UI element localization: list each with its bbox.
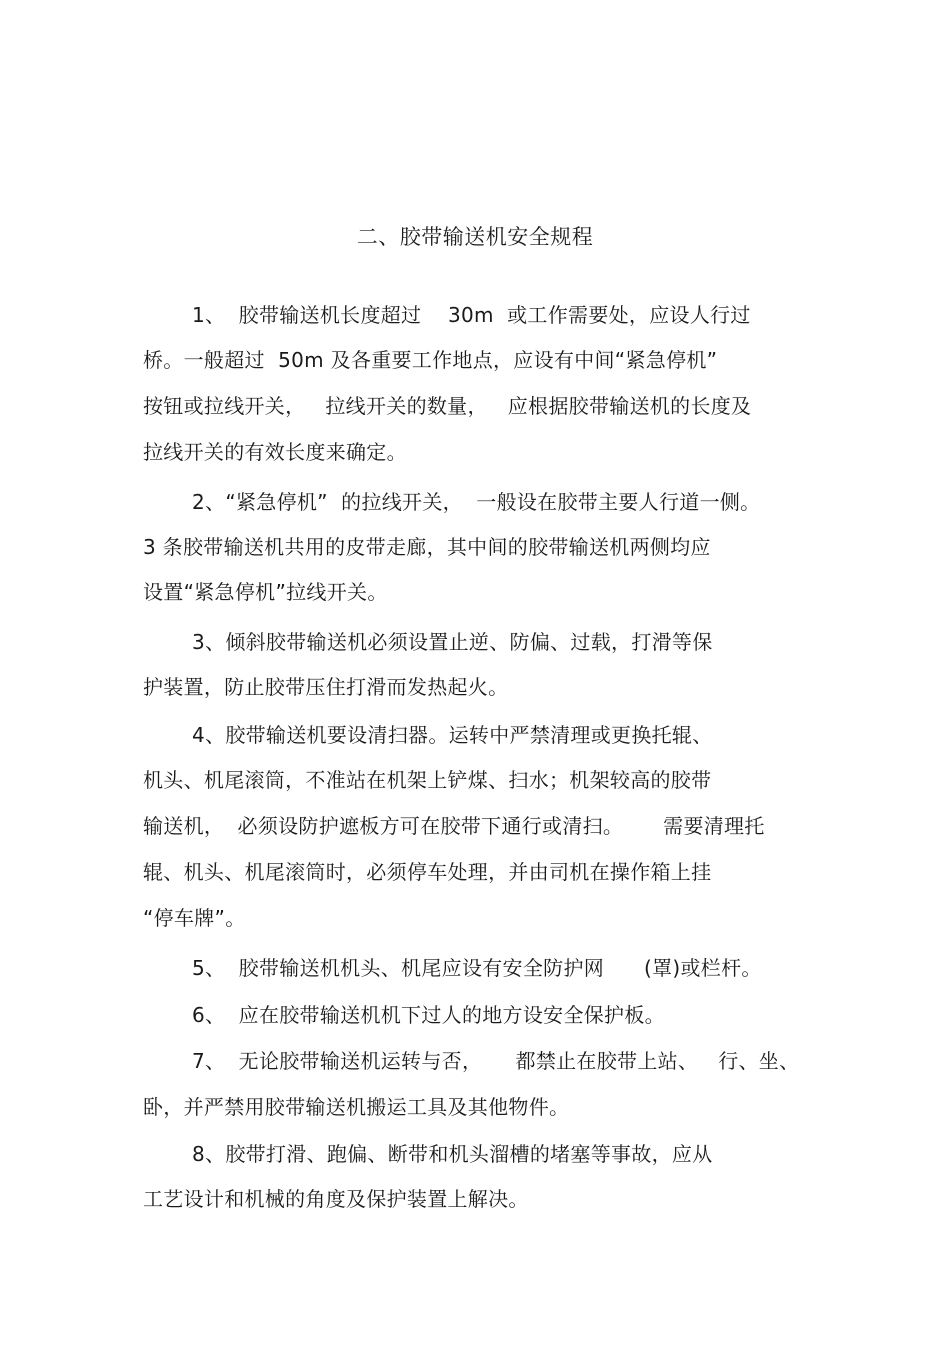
paragraph-4-line-2: 机头、机尾滚筒，不准站在机架上铲煤、扫水；机架较高的胶带 xyxy=(143,768,712,792)
paragraph-5-line-1: 5、 胶带输送机机头、机尾应设有安全防护网 (罩)或栏杆。 xyxy=(192,956,762,980)
paragraph-1-line-1: 1、 胶带输送机长度超过 30m 或工作需要处，应设人行过 xyxy=(192,303,751,327)
paragraph-7-line-1: 7、 无论胶带输送机运转与否， 都禁止在胶带上站、 行、坐、 xyxy=(192,1049,800,1073)
paragraph-2-line-1: 2、“紧急停机” 的拉线开关， 一般设在胶带主要人行道一侧。 xyxy=(192,490,761,514)
paragraph-7-line-2: 卧，并严禁用胶带输送机搬运工具及其他物件。 xyxy=(143,1095,570,1119)
paragraph-1-line-4: 拉线开关的有效长度来确定。 xyxy=(143,440,407,464)
paragraph-8-line-2: 工艺设计和机械的角度及保护装置上解决。 xyxy=(143,1187,529,1211)
paragraph-3-line-1: 3、倾斜胶带输送机必须设置止逆、防偏、过载，打滑等保 xyxy=(192,630,713,654)
paragraph-2-line-2: 3 条胶带输送机共用的皮带走廊，其中间的胶带输送机两侧均应 xyxy=(143,535,711,559)
paragraph-3-line-2: 护装置，防止胶带压住打滑而发热起火。 xyxy=(143,675,509,699)
paragraph-4-line-5: “停车牌”。 xyxy=(143,906,246,930)
paragraph-6-line-1: 6、 应在胶带输送机机下过人的地方设安全保护板。 xyxy=(192,1003,665,1027)
paragraph-1-line-2: 桥。一般超过 50m 及各重要工作地点，应设有中间“紧急停机” xyxy=(143,348,718,372)
paragraph-4-line-1: 4、胶带输送机要设清扫器。运转中严禁清理或更换托辊、 xyxy=(192,723,713,747)
paragraph-1-line-3: 按钮或拉线开关， 拉线开关的数量， 应根据胶带输送机的长度及 xyxy=(143,394,752,418)
paragraph-8-line-1: 8、胶带打滑、跑偏、断带和机头溜槽的堵塞等事故，应从 xyxy=(192,1142,713,1166)
paragraph-2-line-3: 设置“紧急停机”拉线开关。 xyxy=(143,580,388,604)
document-title: 二、胶带输送机安全规程 xyxy=(356,225,594,249)
paragraph-4-line-3: 输送机， 必须设防护遮板方可在胶带下通行或清扫。 需要清理托 xyxy=(143,814,765,838)
paragraph-4-line-4: 辊、机头、机尾滚筒时，必须停车处理，并由司机在操作箱上挂 xyxy=(143,860,712,884)
